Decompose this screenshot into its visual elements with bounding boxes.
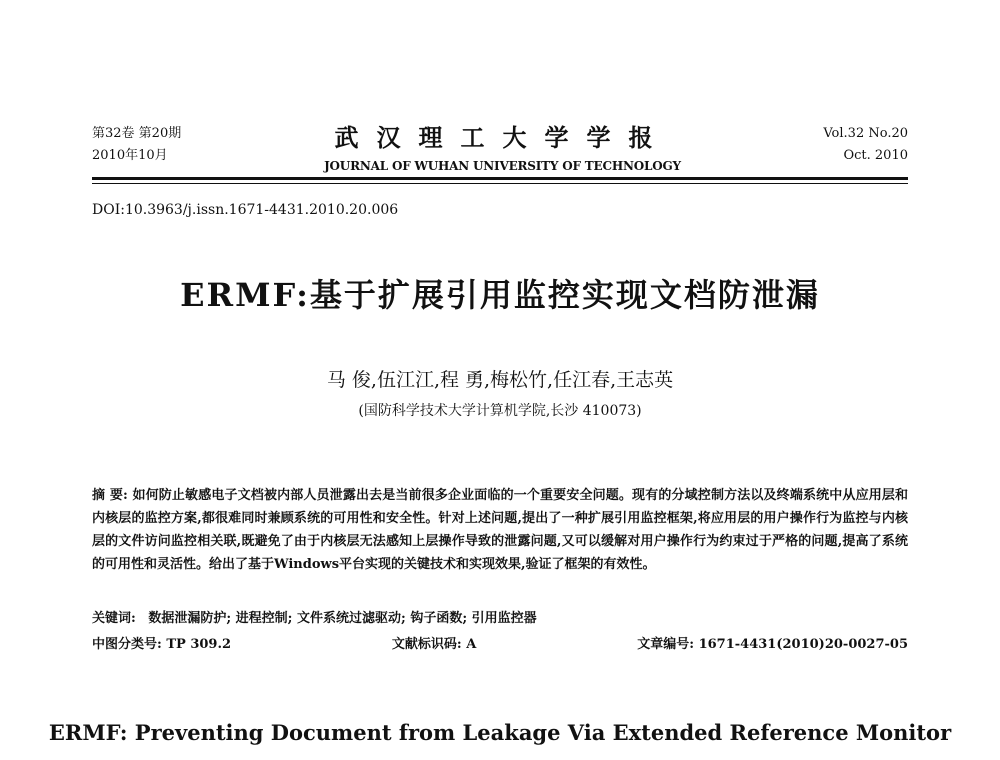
article-number-value: 1671-4431(2010)20-0027-05	[698, 637, 908, 652]
abstract-label: 摘 要:	[92, 488, 128, 503]
doc-code-label: 文献标识码:	[391, 637, 462, 652]
doi: DOI:10.3963/j.issn.1671-4431.2010.20.006	[92, 202, 399, 218]
date-en: Oct. 2010	[843, 148, 908, 163]
clc-number	[92, 633, 231, 652]
clc-value: TP 309.2	[166, 637, 232, 652]
article-number-label: 文章编号:	[637, 637, 695, 652]
issue-info-en	[823, 123, 908, 167]
doc-code-value: A	[466, 637, 477, 652]
header-rule-thin	[92, 183, 908, 184]
paper-title: ERMF:基于扩展引用监控实现文档防泄漏	[180, 276, 820, 314]
article-number	[637, 633, 908, 652]
document-code	[392, 633, 476, 652]
keywords-label: 关键词:	[92, 611, 136, 626]
date-cn: 2010年10月	[92, 148, 168, 163]
authors: 马 俊,伍江江,程 勇,梅松竹,任江春,王志英	[326, 369, 674, 391]
journal-title-en: JOURNAL OF WUHAN UNIVERSITY OF TECHNOLOGY	[324, 159, 681, 173]
abstract	[92, 484, 908, 576]
clc-label: 中图分类号:	[92, 637, 162, 652]
keywords-text: 数据泄漏防护; 进程控制; 文件系统过滤驱动; 钩子函数; 引用监控器	[148, 611, 537, 626]
volume-issue-cn: 第32卷 第20期	[92, 126, 182, 141]
issue-info-cn	[92, 123, 181, 167]
journal-title-cn: 武汉理工大学学报	[334, 123, 671, 152]
affiliation: (国防科学技术大学计算机学院,长沙 410073)	[358, 403, 642, 419]
english-title: ERMF: Preventing Document from Leakage Via Extended Reference Monitor	[48, 720, 952, 745]
abstract-text: 如何防止敏感电子文档被内部人员泄露出去是当前很多企业面临的一个重要安全问题。现有的分域控制方法以及终端系统中从应用层和内核层的监控方案,都很难同时兼顾系统的可用性和安全性。针对上述问题,提出了一种扩展引用监控框架,将应用层的用户操作行为监控与内核层的文件访问监控相关联,既避免了由于内核层无法感知上层操作导致的泄露问题,又可以缓解对用户操作行为约束过于严格的问题,提高了系统的可用性和灵活性。给出了基于Windows平台实现的关键技术和实现效果,验证了框架的有效性。	[92, 488, 909, 572]
keywords	[92, 607, 908, 626]
header-rule-thick	[92, 177, 908, 180]
classification-row	[92, 633, 908, 652]
journal-masthead	[300, 118, 705, 173]
volume-issue-en: Vol.32 No.20	[823, 126, 908, 141]
